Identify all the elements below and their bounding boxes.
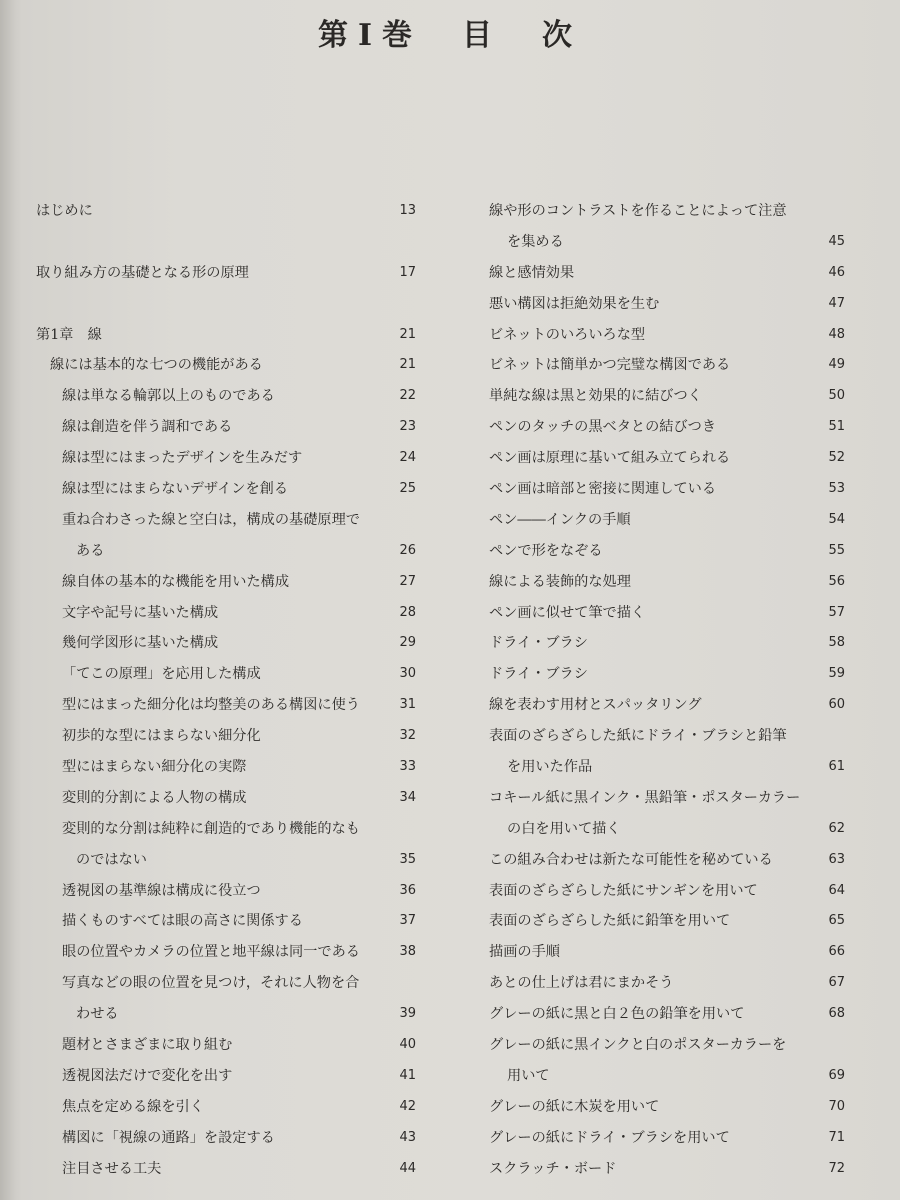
toc-entry	[36, 1154, 416, 1185]
toc-entry-title: はじめに	[36, 203, 93, 219]
toc-entry-title: ドライ・ブラシ	[489, 635, 588, 652]
toc-entry-title: ペン――インクの手順	[489, 511, 631, 528]
toc-entry-title: ペン画に似せて筆で描く	[489, 604, 646, 621]
toc-entry-title: 線は創造を伴う調和である	[62, 419, 233, 436]
toc-entry-page: 67	[828, 975, 845, 991]
toc-entry-title: ビネットのいろいろな型	[489, 326, 646, 343]
toc-entry	[489, 443, 849, 474]
toc-entry	[489, 999, 849, 1030]
toc-entry-title: 幾何学図形に基いた構成	[62, 635, 219, 652]
toc-entry-title: 眼の位置やカメラの位置と地平線は同一である	[62, 944, 360, 961]
toc-entry-page: 31	[399, 697, 416, 713]
toc-entry-page: 41	[399, 1067, 416, 1083]
toc-entry-title: 線には基本的な七つの機能がある	[50, 357, 263, 374]
toc-entry-page: 72	[828, 1160, 845, 1176]
toc-entry-title: ペンのタッチの黒ベタとの結びつき	[489, 419, 717, 436]
toc-entry-title: 表面のざらざらした紙にサンギンを用いて	[489, 882, 758, 899]
toc-entry	[36, 350, 416, 381]
toc-entry-title: 文字や記号に基いた構成	[62, 604, 219, 621]
toc-entry-title: ある	[76, 542, 105, 559]
toc-spacer	[36, 227, 416, 258]
toc-entry-title: わせる	[76, 1006, 119, 1023]
toc-entry-title: 表面のざらざらした紙にドライ・ブラシと鉛筆	[489, 728, 787, 745]
toc-entry-page: 69	[828, 1067, 845, 1083]
toc-entry-page: 35	[399, 851, 416, 867]
page-title: 第Ⅰ巻 目 次	[317, 18, 583, 53]
toc-entry-page: 26	[399, 542, 416, 558]
toc-entry	[36, 196, 416, 227]
toc-entry-title: ペン画は原理に基いて組み立てられる	[489, 450, 731, 467]
toc-entry-title: 焦点を定める線を引く	[62, 1098, 204, 1115]
toc-entry-title: 変則的な分割は純粋に創造的であり機能的なも	[62, 820, 360, 837]
toc-entry	[489, 906, 849, 937]
toc-entry-title: 用いて	[507, 1067, 550, 1084]
toc-entry-title: 線自体の基本的な機能を用いた構成	[62, 573, 290, 590]
toc-entry-page: 70	[828, 1098, 845, 1114]
toc-entry-title: 透視図法だけで変化を出す	[62, 1067, 233, 1084]
toc-entry-page: 24	[399, 450, 416, 466]
toc-entry-title: 描くものすべては眼の高さに関係する	[62, 913, 303, 930]
toc-entry	[36, 598, 416, 629]
toc-entry-title: 単純な線は黒と効果的に結びつく	[489, 388, 702, 405]
toc-entry-title: あとの仕上げは君にまかそう	[489, 975, 674, 992]
toc-entry-title: グレーの紙に木炭を用いて	[489, 1098, 660, 1115]
toc-entry	[36, 412, 416, 443]
toc-entry	[489, 937, 849, 968]
toc-entry-page: 54	[828, 511, 845, 527]
toc-entry	[36, 999, 416, 1030]
toc-entry-title: 重ね合わさった線と空白は，構成の基礎原理で	[62, 511, 360, 528]
toc-entry-title: の白を用いて描く	[507, 820, 621, 837]
toc-entry-title: グレーの紙に黒と白２色の鉛筆を用いて	[489, 1006, 745, 1023]
toc-entry	[36, 876, 416, 907]
toc-entry-page: 47	[828, 295, 845, 311]
toc-entry-title: コキール紙に黒インク・黒鉛筆・ポスターカラー	[489, 789, 801, 806]
toc-entry-page: 37	[399, 913, 416, 929]
toc-entry-page: 21	[399, 326, 416, 342]
toc-entry	[36, 721, 416, 752]
toc-entry-page: 43	[399, 1129, 416, 1145]
toc-entry-page: 23	[399, 419, 416, 435]
toc-entry	[36, 443, 416, 474]
toc-entry	[36, 1030, 416, 1061]
toc-entry	[489, 227, 849, 258]
toc-entry-page: 66	[828, 944, 845, 960]
toc-entry	[489, 690, 849, 721]
toc-entry	[36, 1123, 416, 1154]
toc-entry-page: 64	[828, 882, 845, 898]
toc-entry	[489, 474, 849, 505]
toc-entry	[489, 567, 849, 598]
toc-entry	[489, 721, 849, 752]
toc-entry-page: 55	[828, 542, 845, 558]
toc-entry-page: 27	[399, 573, 416, 589]
toc-entry-title: 透視図の基準線は構成に役立つ	[62, 882, 261, 899]
toc-entry	[489, 196, 849, 227]
toc-entry-title: スクラッチ・ボード	[489, 1160, 617, 1177]
toc-entry-title: グレーの紙にドライ・ブラシを用いて	[489, 1129, 730, 1146]
page-gutter-shadow	[0, 0, 22, 1200]
toc-entry	[36, 690, 416, 721]
toc-entry-page: 42	[399, 1098, 416, 1114]
toc-entry	[489, 598, 849, 629]
toc-entry-page: 30	[399, 666, 416, 682]
toc-entry	[36, 1092, 416, 1123]
toc-entry-page: 61	[828, 759, 845, 775]
toc-entry	[489, 814, 849, 845]
toc-entry-title: 変則的分割による人物の構成	[62, 789, 247, 806]
toc-entry-page: 56	[828, 573, 845, 589]
toc-entry	[489, 1123, 849, 1154]
toc-entry-page: 39	[399, 1006, 416, 1022]
toc-entry-page: 63	[828, 851, 845, 867]
toc-entry-page: 51	[828, 419, 845, 435]
toc-entry-page: 25	[399, 481, 416, 497]
toc-entry-title: 初歩的な型にはまらない細分化	[62, 728, 261, 745]
toc-entry	[489, 412, 849, 443]
toc-entry-title: 取り組み方の基礎となる形の原理	[36, 264, 249, 281]
toc-entry	[489, 536, 849, 567]
toc-entry-page: 58	[828, 635, 845, 651]
toc-entry-page: 36	[399, 882, 416, 898]
toc-entry	[489, 628, 849, 659]
toc-entry	[489, 258, 849, 289]
toc-entry	[489, 505, 849, 536]
toc-entry	[36, 937, 416, 968]
toc-entry-page: 52	[828, 450, 845, 466]
toc-entry-page: 45	[828, 233, 845, 249]
toc-entry-title: この組み合わせは新たな可能性を秘めている	[489, 851, 773, 868]
toc-entry-title: 「てこの原理」を応用した構成	[62, 666, 261, 683]
toc-entry	[36, 381, 416, 412]
toc-entry	[489, 845, 849, 876]
toc-entry	[36, 320, 416, 351]
toc-entry	[489, 320, 849, 351]
toc-entry-page: 22	[399, 388, 416, 404]
toc-entry-title: 線と感情効果	[489, 264, 575, 281]
toc-entry-title: 線による装飾的な処理	[489, 573, 631, 590]
toc-entry	[489, 659, 849, 690]
toc-entry	[36, 628, 416, 659]
toc-entry-title: 線は単なる輪郭以上のものである	[62, 388, 275, 405]
toc-entry-page: 13	[399, 203, 416, 218]
toc-entry-page: 68	[828, 1006, 845, 1022]
toc-entry-title: ドライ・ブラシ	[489, 666, 588, 683]
toc-entry	[489, 1030, 849, 1061]
toc-entry	[36, 752, 416, 783]
toc-entry-title: ペン画は暗部と密接に関連している	[489, 481, 717, 498]
toc-entry	[36, 783, 416, 814]
toc-entry	[489, 381, 849, 412]
toc-entry-page: 32	[399, 728, 416, 744]
toc-entry-page: 40	[399, 1037, 416, 1053]
toc-entry-title: 線は型にはまらないデザインを創る	[62, 481, 289, 498]
toc-entry	[36, 258, 416, 289]
toc-entry-page: 62	[828, 820, 845, 836]
toc-entry-title: 悪い構図は拒絶効果を生む	[489, 295, 660, 312]
toc-entry-title: を集める	[507, 233, 564, 250]
toc-entry-title: を用いた作品	[507, 759, 593, 776]
toc-entry-page: 50	[828, 388, 845, 404]
toc-entry	[489, 1092, 849, 1123]
toc-entry-page: 33	[399, 759, 416, 775]
toc-entry	[489, 1061, 849, 1092]
toc-entry	[489, 1154, 849, 1185]
toc-entry-title: ビネットは簡単かつ完璧な構図である	[489, 357, 731, 374]
toc-entry	[36, 659, 416, 690]
toc-entry	[36, 536, 416, 567]
toc-entry	[489, 783, 849, 814]
toc-column-left	[36, 196, 416, 1185]
toc-entry	[36, 567, 416, 598]
toc-entry-title: 線を表わす用材とスパッタリング	[489, 697, 702, 714]
toc-entry	[36, 968, 416, 999]
toc-entry	[36, 845, 416, 876]
toc-entry-page: 65	[828, 913, 845, 929]
toc-column-right	[489, 196, 849, 1185]
toc-entry-title: ペンで形をなぞる	[489, 542, 603, 559]
toc-entry-title: グレーの紙に黒インクと白のポスターカラーを	[489, 1037, 787, 1054]
toc-entry-title: のではない	[76, 851, 147, 868]
toc-entry-page: 21	[399, 357, 416, 373]
toc-entry-page: 49	[828, 357, 845, 373]
toc-entry-page: 59	[828, 666, 845, 682]
toc-entry-title: 第1章 線	[36, 326, 102, 343]
toc-entry	[489, 876, 849, 907]
toc-entry-page: 48	[828, 326, 845, 342]
toc-entry-title: 線は型にはまったデザインを生みだす	[62, 450, 303, 467]
toc-entry-title: 型にはまった細分化は均整美のある構図に使う	[62, 697, 360, 714]
toc-entry	[36, 814, 416, 845]
toc-entry-page: 57	[828, 604, 845, 620]
toc-entry-page: 34	[399, 789, 416, 805]
toc-entry	[489, 350, 849, 381]
toc-entry-title: 題材とさまざまに取り組む	[62, 1037, 233, 1054]
toc-entry	[36, 1061, 416, 1092]
toc-entry	[489, 968, 849, 999]
toc-entry-page: 60	[828, 697, 845, 713]
toc-entry-page: 38	[399, 944, 416, 960]
toc-entry-page: 29	[399, 635, 416, 651]
toc-entry	[36, 505, 416, 536]
toc-entry-title: 表面のざらざらした紙に鉛筆を用いて	[489, 913, 731, 930]
toc-entry-title: 描画の手順	[489, 944, 560, 961]
toc-entry	[36, 474, 416, 505]
toc-entry-page: 46	[828, 264, 845, 280]
toc-entry-title: 写真などの眼の位置を見つけ，それに人物を合	[62, 975, 360, 992]
toc-entry-title: 型にはまらない細分化の実際	[62, 759, 247, 776]
toc-entry-page: 71	[828, 1129, 845, 1145]
toc-entry-title: 注目させる工夫	[62, 1160, 162, 1177]
toc-entry-page: 17	[399, 264, 416, 280]
toc-entry-page: 28	[399, 604, 416, 620]
toc-entry	[36, 906, 416, 937]
toc-entry-page: 53	[828, 481, 845, 497]
toc-entry-title: 線や形のコントラストを作ることによって注意	[489, 203, 787, 219]
toc-entry-page: 44	[399, 1160, 416, 1176]
toc-entry-title: 構図に「視線の通路」を設定する	[62, 1129, 275, 1146]
toc-entry	[489, 752, 849, 783]
toc-entry	[489, 289, 849, 320]
toc-spacer	[36, 289, 416, 320]
